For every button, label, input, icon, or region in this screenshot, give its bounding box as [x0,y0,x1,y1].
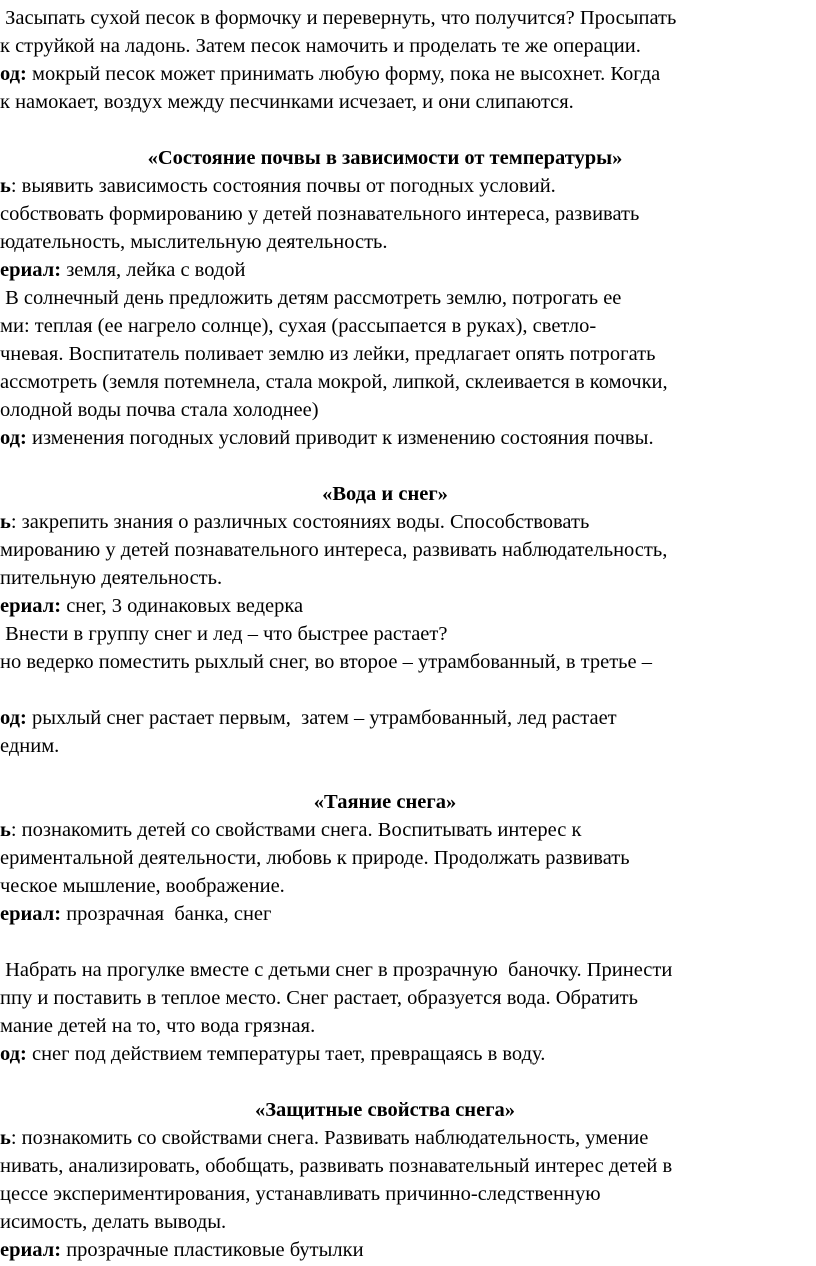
goal-continuation: ериментальной деятельности, любовь к природе. Продолжать развивать [0,847,630,869]
goal-text: : закрепить знания о различных состояниях воды. Способствовать [10,511,590,533]
material-line [0,256,246,284]
result-text: рыхлый снег растает первым, затем – утрамбованный, лед растает [26,707,617,729]
material-label: ериал: [0,1239,62,1261]
goal-text: : познакомить со свойствами снега. Развивать наблюдательность, умение [10,1127,649,1149]
goal-text: : познакомить детей со свойствами снега. Воспитывать интерес к [10,819,582,841]
material-label: ериал: [0,903,62,925]
process-line: чневая. Воспитатель поливает землю из лейки, предлагает опять потрогать [0,343,656,365]
goal-continuation: юдательность, мыслительную деятельность. [0,231,388,253]
process-line: В солнечный день предложить детям рассмотреть землю, потрогать ее [0,287,622,309]
result-text: изменения погодных условий приводит к изменению состояния почвы. [26,427,654,449]
result-label: од: [0,1043,27,1065]
goal-text: : выявить зависимость состояния почвы от погодных условий. [10,175,556,197]
goal-continuation: мированию у детей познавательного интереса, развивать наблюдательность, [0,539,668,561]
process-line: олодной воды почва стала холоднее) [0,399,319,421]
process-line: но ведерко поместить рыхлый снег, во второе – утрамбованный, в третье – [0,651,652,673]
intro-line-1: Засыпать сухой песок в формочку и перевернуть, что получится? Просыпать [0,7,677,29]
material-text: земля, лейка с водой [61,259,246,281]
material-label: ериал: [0,595,62,617]
goal-line [0,1124,648,1152]
result-text: мокрый песок может принимать любую форму, пока не высохнет. Когда [26,63,661,85]
section-title: «Защитные свойства снега» [254,1099,516,1121]
section-title: «Таяние снега» [313,791,457,813]
section-title: «Состояние почвы в зависимости от температуры» [147,147,623,169]
goal-label: ь [0,175,11,197]
result-label: од: [0,707,27,729]
material-line [0,592,303,620]
goal-continuation: исимость, делать выводы. [0,1211,227,1233]
process-line: Набрать на прогулке вместе с детьми снег в прозрачную баночку. Принести [0,959,673,981]
goal-label: ь [0,819,11,841]
material-line [0,900,271,928]
process-line: ассмотреть (земля потемнела, стала мокрой, липкой, склеивается в комочки, [0,371,668,393]
goal-label: ь [0,511,11,533]
result-label: од: [0,427,27,449]
process-line: ми: теплая (ее нагрело солнце), сухая (рассыпается в руках), светло- [0,315,597,337]
goal-line [0,508,589,536]
intro-line-2: к струйкой на ладонь. Затем песок намочить и проделать те же операции. [0,35,641,57]
goal-continuation: собствовать формированию у детей познавательного интереса, развивать [0,203,640,225]
result-label: од: [0,63,27,85]
result-text: снег под действием температуры тает, превращаясь в воду. [26,1043,546,1065]
goal-label: ь [0,1127,11,1149]
material-line [0,1236,364,1264]
goal-continuation: цессе экспериментирования, устанавливать причинно-следственную [0,1183,601,1205]
intro-result-line [0,60,660,88]
goal-continuation: пительную деятельность. [0,567,223,589]
goal-continuation: ческое мышление, воображение. [0,875,285,897]
material-label: ериал: [0,259,62,281]
goal-line [0,172,556,200]
material-text: прозрачная банка, снег [61,903,272,925]
section-title: «Вода и снег» [322,483,448,505]
material-text: прозрачные пластиковые бутылки [61,1239,364,1261]
intro-line-4: к намокает, воздух между песчинками исчезает, и они слипаются. [0,91,574,113]
result-line [0,704,617,732]
process-line: Внести в группу снег и лед – что быстрее растает? [0,623,448,645]
result-continuation: едним. [0,735,60,757]
process-line: мание детей на то, что вода грязная. [0,1015,316,1037]
goal-line [0,816,581,844]
material-text: снег, 3 одинаковых ведерка [61,595,304,617]
goal-continuation: нивать, анализировать, обобщать, развивать познавательный интерес детей в [0,1155,673,1177]
result-line [0,1040,545,1068]
result-line [0,424,654,452]
process-line: ппу и поставить в теплое место. Снег растает, образуется вода. Обратить [0,987,638,1009]
